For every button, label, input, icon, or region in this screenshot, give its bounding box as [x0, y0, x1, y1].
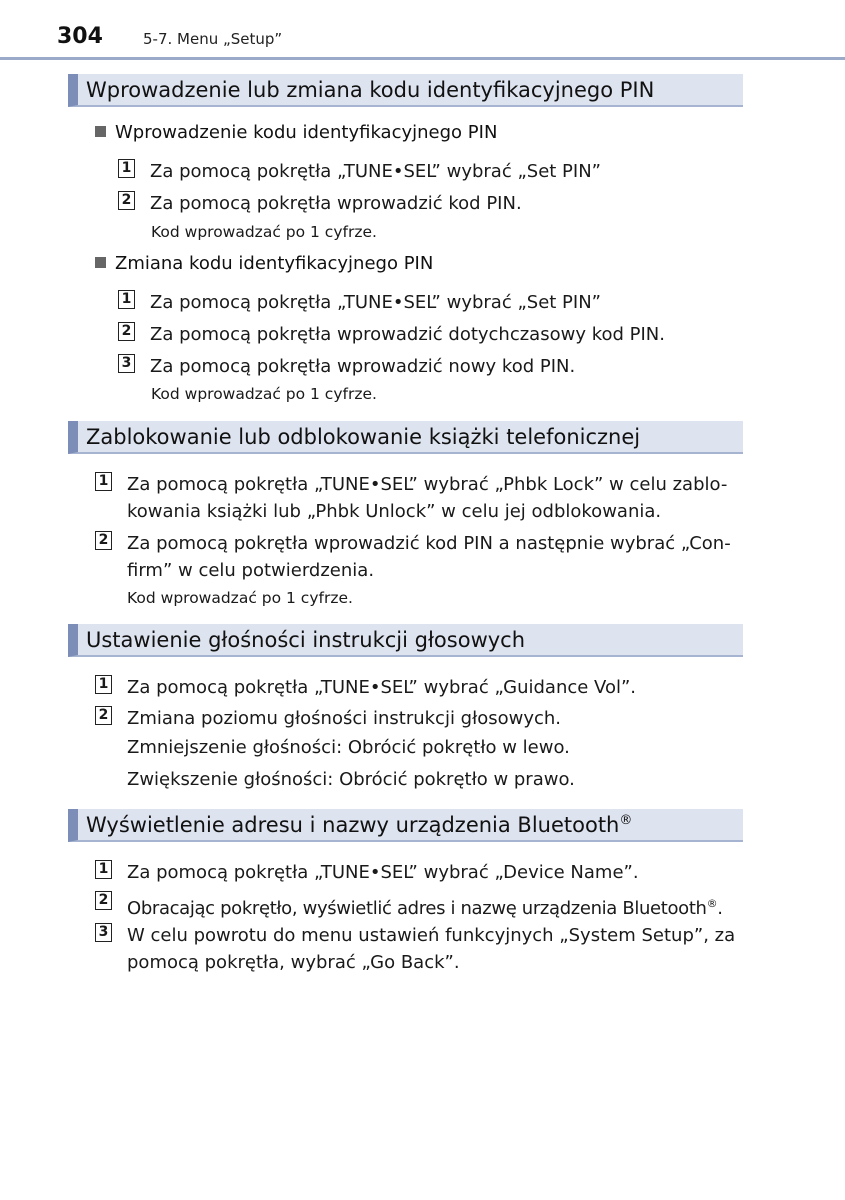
step-number: 2 [95, 531, 112, 550]
step-text: Za pomocą pokrętła „TUNE•SEL” wybrać „Device Name”. [127, 862, 639, 883]
square-bullet-icon [95, 126, 106, 137]
page-number: 304 [57, 24, 103, 49]
section-title: Wyświetlenie adresu i nazwy urządzenia Bluetooth® [86, 813, 633, 837]
chapter-title: 5-7. Menu „Setup” [143, 30, 283, 48]
section-title: Zablokowanie lub odblokowanie książki telefonicznej [86, 425, 641, 449]
step-text: Obracając pokrętło, wyświetlić adres i nazwę urządzenia Bluetooth®. [127, 897, 723, 919]
header-divider [0, 57, 845, 60]
step-text: Za pomocą pokrętła wprowadzić kod PIN. [150, 193, 522, 214]
step-text-line: pomocą pokrętła, wybrać „Go Back”. [127, 952, 460, 973]
step-item [95, 674, 743, 701]
subsection-heading [95, 253, 433, 274]
step-number: 1 [95, 860, 112, 879]
step-number: 1 [95, 472, 112, 491]
registered-mark: ® [619, 813, 633, 828]
section-heading-bluetooth [68, 809, 743, 842]
section-title: Ustawienie głośności instrukcji głosowych [86, 628, 526, 652]
step-item [95, 471, 743, 525]
subsection-heading [95, 122, 497, 143]
step-text-line: kowania książki lub „Phbk Unlock” w celu jej odblokowania. [127, 501, 662, 522]
step-item [118, 190, 743, 217]
step-text: Za pomocą pokrętła wprowadzić nowy kod PIN. [150, 356, 576, 377]
step-number: 2 [95, 706, 112, 725]
step-item [118, 289, 743, 316]
step-text: Za pomocą pokrętła „TUNE•SEL” wybrać „Guidance Vol”. [127, 677, 637, 698]
step-item [95, 705, 743, 732]
subsection-title: Wprowadzenie kodu identyfikacyjnego PIN [115, 122, 498, 143]
section-heading-pin [68, 74, 743, 107]
step-number: 1 [118, 290, 135, 309]
step-number: 1 [118, 159, 135, 178]
section-heading-phonebook [68, 421, 743, 454]
step-text: Za pomocą pokrętła wprowadzić dotychczasowy kod PIN. [150, 324, 665, 345]
step-text-line: Za pomocą pokrętła wprowadzić kod PIN a następnie wybrać „Con- [127, 533, 731, 554]
step-note: Kod wprowadzać po 1 cyfrze. [127, 589, 353, 607]
square-bullet-icon [95, 257, 106, 268]
step-number: 2 [118, 322, 135, 341]
step-text: Za pomocą pokrętła „TUNE•SEL” wybrać „Set PIN” [150, 292, 602, 313]
step-item [95, 890, 755, 917]
registered-mark: ® [706, 897, 718, 910]
step-text-line: Za pomocą pokrętła „TUNE•SEL” wybrać „Phbk Lock” w celu zablo- [127, 474, 728, 495]
step-number: 2 [95, 891, 112, 910]
step-text: Zmiana poziomu głośności instrukcji głosowych. [127, 708, 562, 729]
step-number: 3 [118, 354, 135, 373]
page-header [0, 0, 845, 60]
subsection-title: Zmiana kodu identyfikacyjnego PIN [115, 253, 434, 274]
instruction-line: Zmniejszenie głośności: Obrócić pokrętło w lewo. [127, 737, 570, 758]
instruction-line: Zwiększenie głośności: Obrócić pokrętło w prawo. [127, 769, 575, 790]
step-item [95, 922, 743, 976]
step-text: Za pomocą pokrętła „TUNE•SEL” wybrać „Set PIN” [150, 161, 602, 182]
step-item [95, 530, 743, 584]
step-item [118, 353, 743, 380]
step-number: 3 [95, 923, 112, 942]
step-number: 2 [118, 191, 135, 210]
step-text-line: firm” w celu potwierdzenia. [127, 560, 375, 581]
step-text-line: W celu powrotu do menu ustawień funkcyjnych „System Setup”, za [127, 925, 736, 946]
step-item [95, 859, 743, 886]
step-item [118, 321, 743, 348]
step-note: Kod wprowadzać po 1 cyfrze. [151, 223, 377, 241]
section-heading-voice-volume [68, 624, 743, 657]
step-item [118, 158, 743, 185]
step-note: Kod wprowadzać po 1 cyfrze. [151, 385, 377, 403]
section-title: Wprowadzenie lub zmiana kodu identyfikacyjnego PIN [86, 78, 655, 102]
step-number: 1 [95, 675, 112, 694]
